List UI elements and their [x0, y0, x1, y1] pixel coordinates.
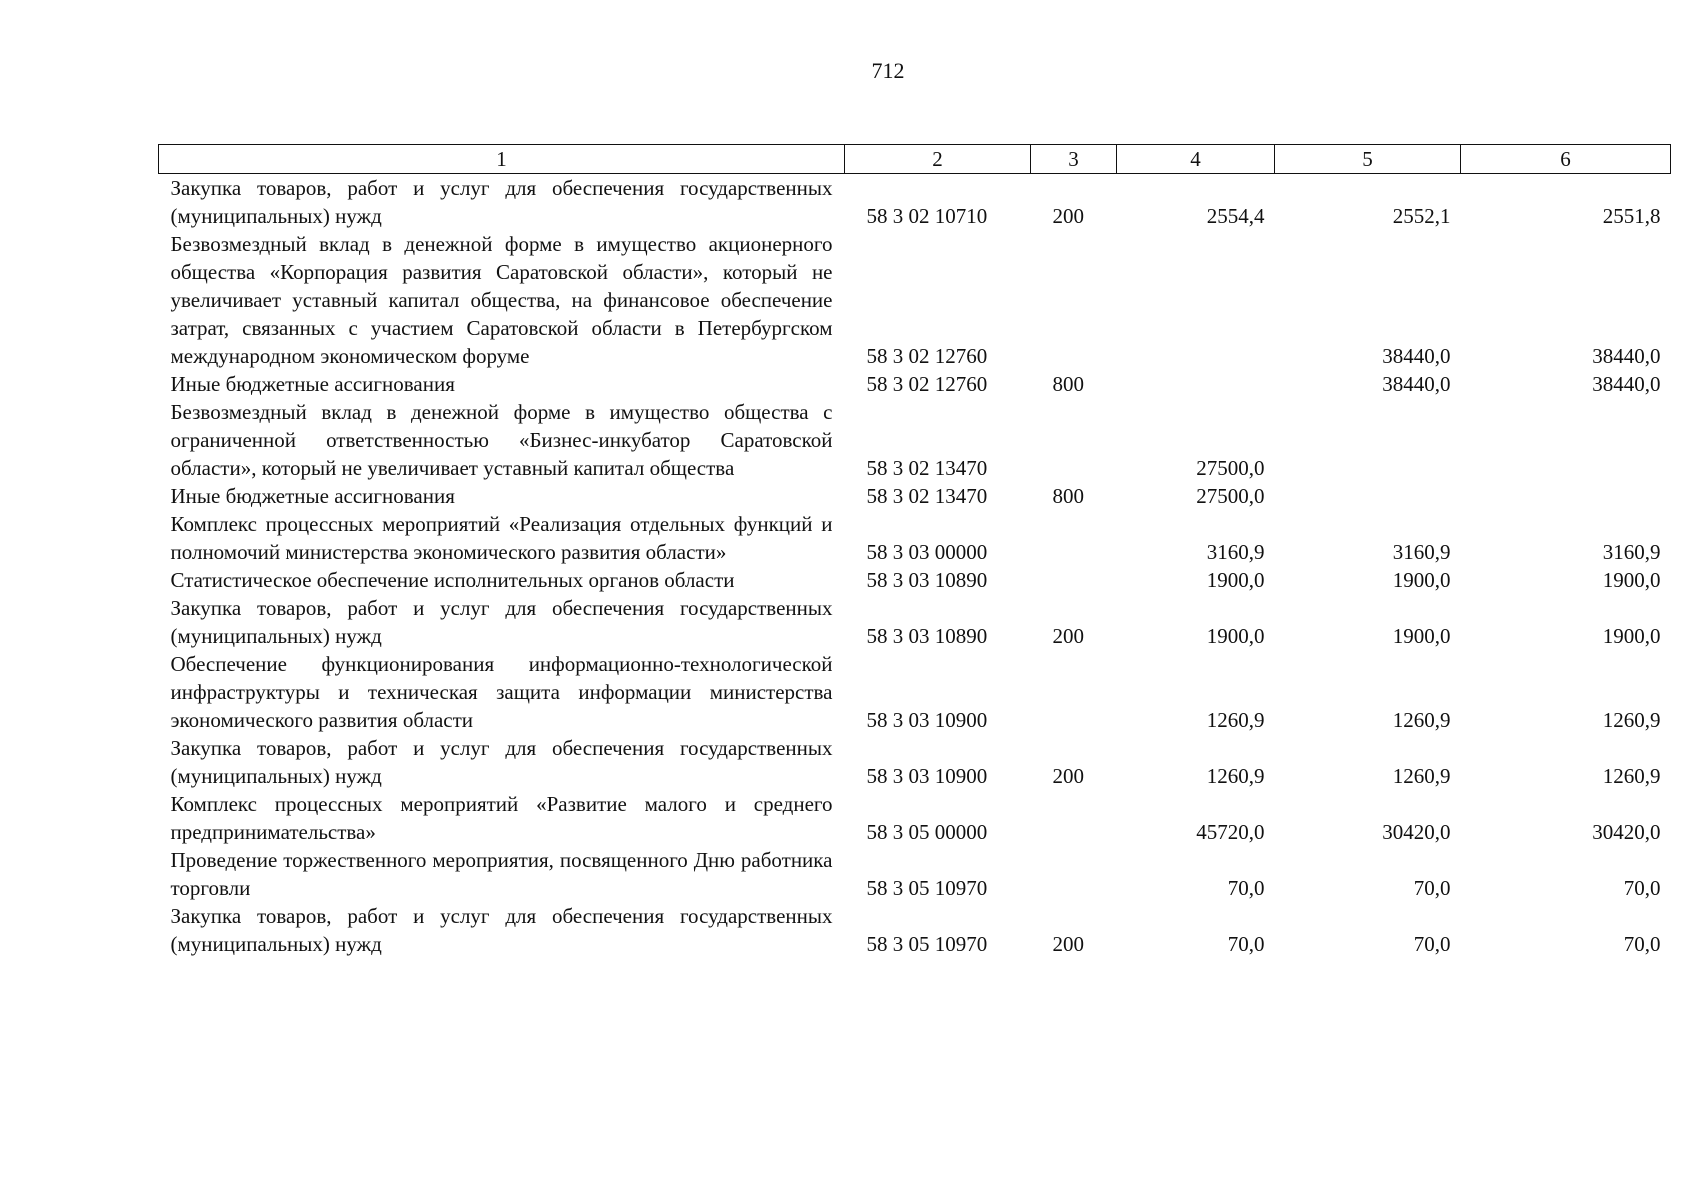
- table-row: [159, 510, 1671, 566]
- table-row: [159, 398, 1671, 482]
- row-value-5: [1275, 398, 1461, 482]
- row-value-5: 70,0: [1413, 876, 1451, 900]
- row-value-5: 1260,9: [1392, 764, 1451, 788]
- row-value-6: 70,0: [1623, 876, 1661, 900]
- row-value-4: [1117, 370, 1275, 398]
- table-row: [159, 902, 1671, 958]
- header-col-5: 5: [1275, 145, 1461, 174]
- row-name: Закупка товаров, работ и услуг для обеспечения государственных (муниципальных) нужд: [170, 904, 833, 956]
- table-row: [159, 370, 1671, 398]
- row-value-5: 1260,9: [1392, 708, 1451, 732]
- table-body: [159, 174, 1671, 959]
- row-name: Комплекс процессных мероприятий «Реализация отдельных функций и полномочий министерства экономического развития области»: [170, 512, 833, 564]
- row-expense-type: 800: [1052, 484, 1084, 508]
- row-value-4: [1117, 230, 1275, 370]
- row-name: Безвозмездный вклад в денежной форме в имущество акционерного общества «Корпорация развития Саратовской области», который не увеличивает уставный капитал общества, на финансовое обеспечение затрат, связанных с участием Саратовской области в Петербургском международном экономическом форуме: [170, 232, 833, 368]
- row-value-4: 70,0: [1227, 876, 1265, 900]
- row-value-6: [1461, 398, 1671, 482]
- row-value-5: 3160,9: [1392, 540, 1451, 564]
- row-expense-type: 200: [1052, 204, 1084, 228]
- page-number: 712: [871, 58, 905, 83]
- row-value-5: 1900,0: [1392, 624, 1451, 648]
- row-value-4: 3160,9: [1206, 540, 1265, 564]
- row-code: 58 3 03 10890: [866, 624, 988, 648]
- row-value-4: 27500,0: [1196, 456, 1265, 480]
- table-row: [159, 566, 1671, 594]
- row-value-4: 1900,0: [1206, 568, 1265, 592]
- row-expense-type: [1031, 510, 1117, 566]
- table-row: [159, 790, 1671, 846]
- row-expense-type: [1031, 846, 1117, 902]
- row-expense-type: [1031, 398, 1117, 482]
- row-name: Обеспечение функционирования информационно-технологической инфраструктуры и техническая защита информации министерства экономического развития области: [170, 652, 833, 732]
- row-value-6: 2551,8: [1602, 204, 1661, 228]
- row-value-6: [1461, 482, 1671, 510]
- row-name: Иные бюджетные ассигнования: [170, 484, 455, 508]
- row-value-4: 1260,9: [1206, 764, 1265, 788]
- row-value-5: 38440,0: [1382, 372, 1451, 396]
- row-code: 58 3 02 12760: [866, 344, 988, 368]
- row-name: Комплекс процессных мероприятий «Развитие малого и среднего предпринимательства»: [170, 792, 833, 844]
- row-name: Закупка товаров, работ и услуг для обеспечения государственных (муниципальных) нужд: [170, 176, 833, 228]
- row-value-4: 27500,0: [1196, 484, 1265, 508]
- row-value-5: [1275, 482, 1461, 510]
- row-expense-type: 800: [1052, 372, 1084, 396]
- row-value-6: 1900,0: [1602, 568, 1661, 592]
- row-name: Закупка товаров, работ и услуг для обеспечения государственных (муниципальных) нужд: [170, 596, 833, 648]
- row-value-6: 38440,0: [1592, 372, 1661, 396]
- header-row: [159, 145, 1671, 174]
- row-expense-type: [1031, 230, 1117, 370]
- row-code: 58 3 02 13470: [866, 456, 988, 480]
- row-code: 58 3 02 13470: [866, 484, 988, 508]
- row-code: 58 3 03 10890: [866, 568, 988, 592]
- table-row: [159, 230, 1671, 370]
- row-name: Статистическое обеспечение исполнительных органов области: [170, 568, 735, 592]
- row-value-5: 70,0: [1413, 932, 1451, 956]
- row-expense-type: 200: [1052, 624, 1084, 648]
- row-value-6: 1260,9: [1602, 764, 1661, 788]
- header-col-3: 3: [1031, 145, 1117, 174]
- row-value-4: 1260,9: [1206, 708, 1265, 732]
- row-code: 58 3 05 10970: [866, 876, 988, 900]
- row-value-5: 30420,0: [1382, 820, 1451, 844]
- row-code: 58 3 03 00000: [866, 540, 988, 564]
- row-name: Безвозмездный вклад в денежной форме в имущество общества с ограниченной ответственностью «Бизнес-инкубатор Саратовской области», который не увеличивает уставный капитал общества: [170, 400, 833, 480]
- table-header: [159, 145, 1671, 174]
- row-value-5: 2552,1: [1392, 204, 1451, 228]
- table-row: [159, 734, 1671, 790]
- row-name: Иные бюджетные ассигнования: [170, 372, 455, 396]
- row-name: Закупка товаров, работ и услуг для обеспечения государственных (муниципальных) нужд: [170, 736, 833, 788]
- row-value-6: 38440,0: [1592, 344, 1661, 368]
- table-row: [159, 846, 1671, 902]
- row-value-6: 1900,0: [1602, 624, 1661, 648]
- row-value-5: 1900,0: [1392, 568, 1451, 592]
- table-row: [159, 594, 1671, 650]
- row-expense-type: [1031, 790, 1117, 846]
- row-value-4: 45720,0: [1196, 820, 1265, 844]
- row-value-5: 38440,0: [1382, 344, 1451, 368]
- row-expense-type: [1031, 650, 1117, 734]
- header-col-1: 1: [159, 145, 845, 174]
- table-row: [159, 174, 1671, 231]
- header-col-4: 4: [1117, 145, 1275, 174]
- row-value-4: 70,0: [1227, 932, 1265, 956]
- row-code: 58 3 02 10710: [866, 204, 988, 228]
- row-code: 58 3 05 10970: [866, 932, 988, 956]
- table-row: [159, 482, 1671, 510]
- row-name: Проведение торжественного мероприятия, посвященного Дню работника торговли: [170, 848, 833, 900]
- row-value-4: 1900,0: [1206, 624, 1265, 648]
- row-code: 58 3 05 00000: [866, 820, 988, 844]
- table-row: [159, 650, 1671, 734]
- row-value-6: 3160,9: [1602, 540, 1661, 564]
- row-value-4: 2554,4: [1206, 204, 1265, 228]
- budget-table: [158, 144, 1671, 958]
- row-code: 58 3 03 10900: [866, 764, 988, 788]
- row-expense-type: [1031, 566, 1117, 594]
- row-value-6: 30420,0: [1592, 820, 1661, 844]
- row-expense-type: 200: [1052, 932, 1084, 956]
- row-value-6: 1260,9: [1602, 708, 1661, 732]
- row-expense-type: 200: [1052, 764, 1084, 788]
- header-col-6: 6: [1461, 145, 1671, 174]
- row-code: 58 3 02 12760: [866, 372, 988, 396]
- row-value-6: 70,0: [1623, 932, 1661, 956]
- header-col-2: 2: [845, 145, 1031, 174]
- row-code: 58 3 03 10900: [866, 708, 988, 732]
